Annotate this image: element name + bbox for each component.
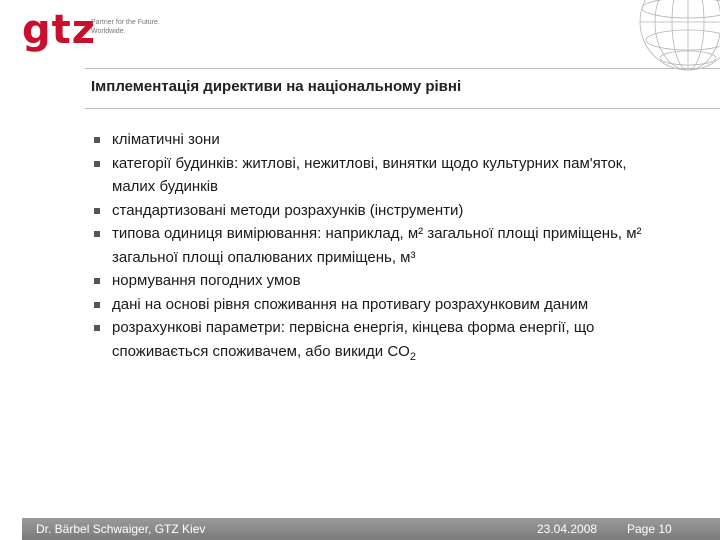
bullet-square-icon [94,137,100,143]
co2-subscript: 2 [409,350,416,363]
bullet-square-icon [94,302,100,308]
list-item: категорії будинків: житлові, нежитлові, винятки щодо культурних пам'яток, малих будинків [94,152,654,199]
list-item: кліматичні зони [94,128,654,152]
footer-author: Dr. Bärbel Schwaiger, GTZ Kiev [36,522,206,536]
footer-bar [22,518,720,540]
bullet-square-icon [94,161,100,167]
gtz-tagline [91,18,160,36]
title-divider [85,108,720,109]
footer-page-number: Page 10 [627,522,672,536]
list-item: розрахункові параметри: первісна енергія, кінцева форма енергії, що споживається споживачем, або викиди $CO_2$ [94,316,654,369]
gtz-logo: gtz [22,7,97,53]
tagline-line-1: Partner for the Future. [91,19,160,26]
list-item: типова одиниця вимірювання: наприклад, м² загальної площі приміщень, м² загальної площі опалюваних приміщень, м³ [94,222,654,269]
bullet-square-icon [94,231,100,237]
bullet-square-icon [94,325,100,331]
list-item: нормування погодних умов [94,269,654,293]
bullet-square-icon [94,208,100,214]
bullet-list [94,128,654,369]
list-item: дані на основі рівня споживання на противагу розрахунковим даним [94,293,654,317]
slide-title: Імплементація директиви на національному рівні [91,78,462,95]
footer-date: 23.04.2008 [537,522,598,536]
list-item: стандартизовані методи розрахунків (інструменти) [94,199,654,223]
tagline-line-2: Worldwide. [91,28,126,35]
header-divider [85,68,720,69]
bullet-square-icon [94,278,100,284]
globe-icon [626,0,720,78]
